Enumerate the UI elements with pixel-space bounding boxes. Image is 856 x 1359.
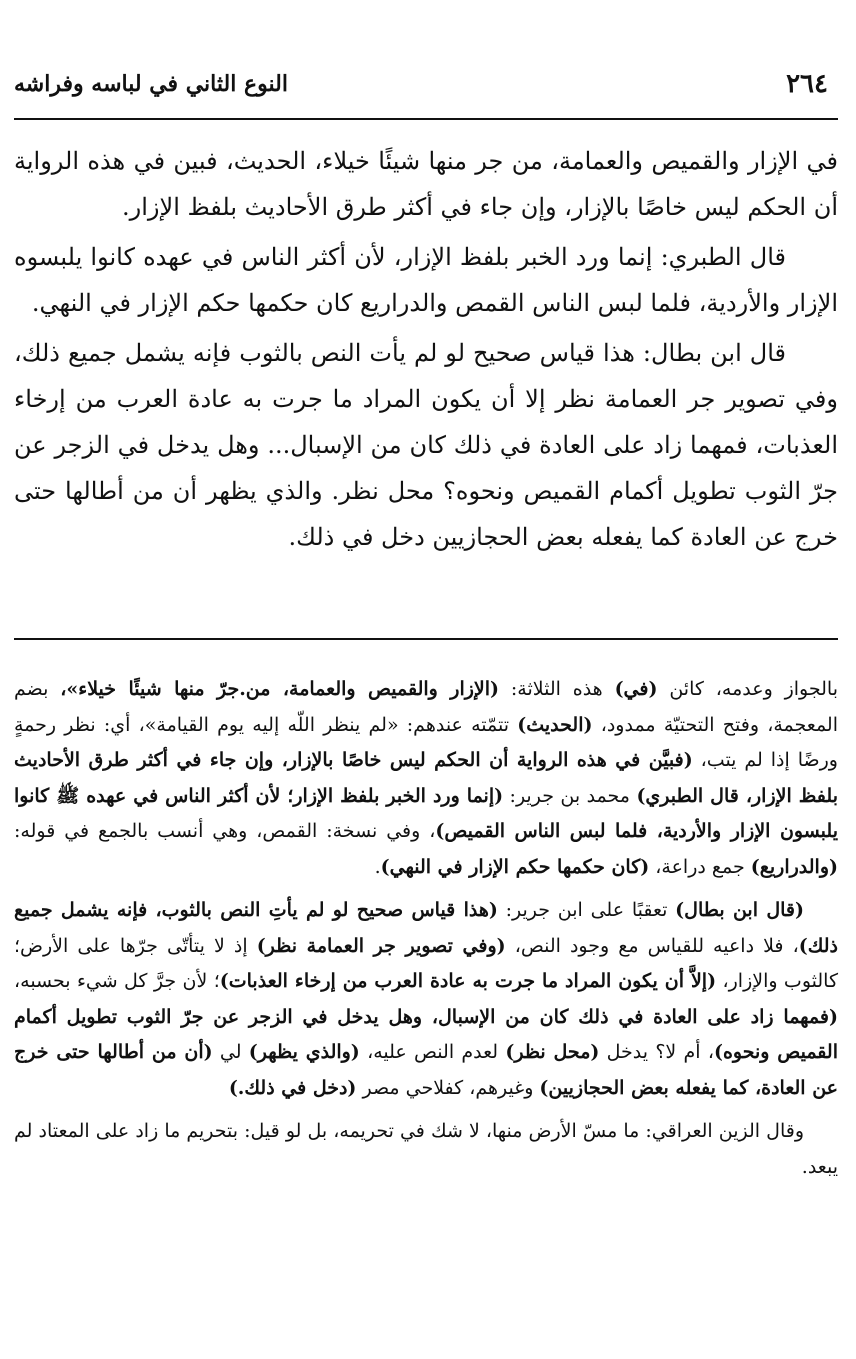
commentary-text: محمد بن جرير: (503, 784, 637, 807)
quoted-text: (والدراريع) (750, 855, 838, 878)
running-title: النوع الثاني في لباسه وفراشه (14, 71, 288, 97)
quoted-text: (محل نظر) (505, 1041, 600, 1063)
commentary-text: لي (212, 1041, 249, 1063)
main-paragraph: في الإزار والقميص والعمامة، من جر منها شيئًا خيلاء، الحديث، فبين في هذه الرواية أن الحكم ليس خاصًا بالإزار، وإن جاء في أكثر طرق الأحاديث بلفظ الإزار. (14, 147, 838, 221)
quoted-text: (كان حكمها حكم الإزار في النهي) (380, 855, 650, 878)
quoted-text: (وفي تصوير جر العمامة نظر) (256, 934, 506, 957)
commentary-text: بضم المعجمة، وفتح التحتيّة ممدود، (14, 678, 838, 736)
quoted-text: (إلاَّ أن يكون المراد ما جرت به عادة العرب من إرخاء العذبات) (219, 970, 717, 992)
commentary-text: تعقبًا على ابن جرير: (497, 899, 676, 921)
commentary-paragraph (14, 893, 838, 1106)
quoted-text: (فبيَّن في هذه الرواية أن الحكم ليس خاصًا بالإزار، وإن جاء في أكثر طرق الأحاديث بلفظ الإزار، قال الطبري) (14, 749, 838, 807)
footnote-divider (14, 638, 838, 640)
commentary-text: تتمّته عندهم: «لم ينظر اللّه إليه يوم القيامة»، أي: نظر رحمةٍ ورضًا إذا لم يتب، (14, 713, 838, 771)
commentary-text: بالجواز وعدمه، كائن (657, 678, 839, 700)
quoted-text: (والذي يظهر) (248, 1041, 360, 1063)
quoted-text: (إنما ورد الخبر بلفظ الإزار؛ لأن أكثر الناس في عهده ﷺ كانوا يلبسون الإزار والأردية، فلما لبس الناس القميص) (14, 784, 838, 842)
quoted-text: (قال ابن بطال) (675, 899, 804, 921)
quoted-text: (فمهما زاد على العادة في ذلك كان من الإسبال، وهل يدخل في الزجر عن جرّ الثوب تطويل أكمام القميص ونحوه) (14, 1005, 838, 1063)
quoted-text: (الإزار والقميص والعمامة، من.جرّ منها شيئًا خيلاء»، (60, 678, 500, 700)
commentary-text: ، فلا داعيه للقياس مع وجود النص، (505, 934, 799, 957)
commentary-text: . (374, 855, 381, 878)
commentary-text: وغيرهم، كفلاحي مصر (356, 1076, 540, 1099)
commentary-text: إذ لا يتأتّى جرّها على الأرض؛ كالثوب والإزار، (14, 934, 838, 992)
commentary-text: جمع دراعة، (649, 855, 751, 878)
commentary-text: ، وفي نسخة: القمص، وهي أنسب بالجمع في قوله: (14, 820, 436, 842)
commentary-text: ؛ لأن جرَّ كل شيء بحسبه، (14, 970, 220, 992)
main-text (14, 138, 838, 564)
page-number: ٢٦٤ (786, 69, 828, 99)
quoted-text: (في) (614, 678, 658, 700)
commentary-text: لعدم النص عليه، (359, 1041, 506, 1063)
page-header (14, 62, 828, 106)
header-rule (14, 118, 838, 120)
commentary-text: ، أم لا؟ يدخل (599, 1041, 714, 1063)
quoted-text: (أن من أطالها حتى خرج عن العادة، كما يفعله بعض الحجازيين) (14, 1041, 838, 1099)
commentary (14, 672, 838, 1193)
commentary-paragraph: وقال الزين العراقي: ما مسّ الأرض منها، لا شك في تحريمه، بل لو قيل: بتحريم ما زاد على المعتاد لم يبعد. (14, 1120, 838, 1178)
main-paragraph: قال الطبري: إنما ورد الخبر بلفظ الإزار، لأن أكثر الناس في عهده كانوا يلبسوه الإزار والأردية، فلما لبس الناس القمص والدراريع كان حكمها حكم الإزار في النهي. (14, 243, 838, 317)
quoted-text: (دخل في ذلك.) (228, 1076, 357, 1099)
main-paragraph: قال ابن بطال: هذا قياس صحيح لو لم يأت النص بالثوب فإنه يشمل جميع ذلك، وفي تصوير جر العمامة نظر إلا أن يكون المراد ما جرت به عادة العرب من إرخاء العذبات، فمهما زاد على العادة في ذلك كان من الإسبال... وهل يدخل في الزجر عن جرّ الثوب تطويل أكمام القميص ونحوه؟ محل نظر. والذي يظهر أن من أطالها حتى خرج عن العادة كما يفعله بعض الحجازيين دخل في ذلك. (14, 339, 838, 551)
quoted-text: (هذا قياس صحيح لو لم يأتِ النص بالثوب، فإنه يشمل جميع ذلك) (14, 899, 838, 957)
commentary-text: هذه الثلاثة: (499, 678, 615, 700)
quoted-text: (الحديث) (517, 713, 593, 736)
commentary-paragraph (14, 672, 838, 885)
